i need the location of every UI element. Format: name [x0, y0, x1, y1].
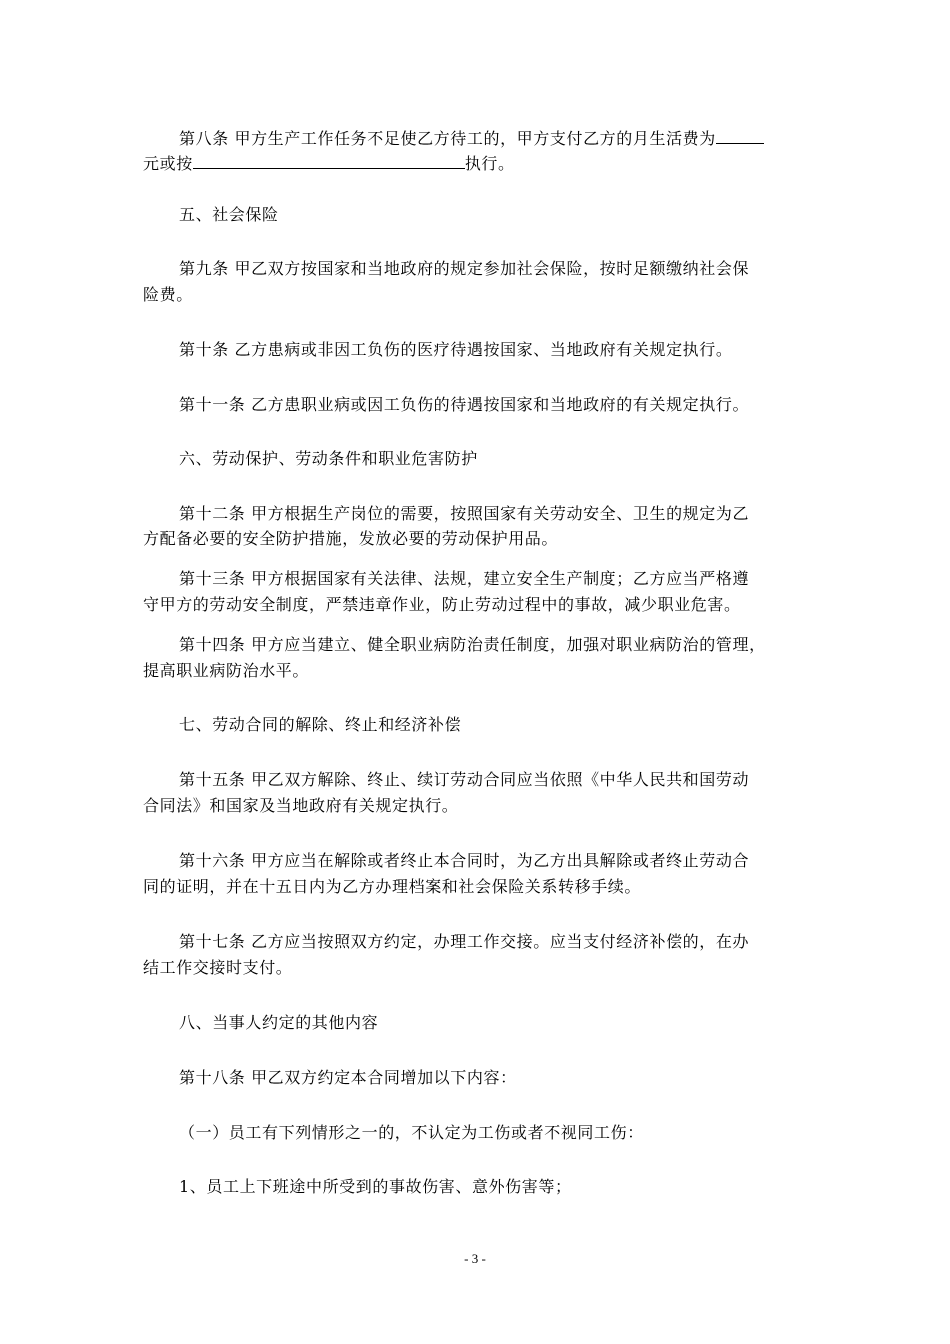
article-11: 第十一条 乙方患职业病或因工负伤的待遇按国家和当地政府的有关规定执行。 [179, 395, 750, 414]
article-9-line-2: 险费。 [143, 285, 193, 304]
article-15-line-2: 合同法》和国家及当地政府有关规定执行。 [143, 796, 459, 815]
section-7-heading: 七、劳动合同的解除、终止和经济补偿 [179, 715, 462, 734]
page-number: - 3 - [464, 1251, 486, 1266]
article-9-line-1: 第九条 甲乙双方按国家和当地政府的规定参加社会保险，按时足额缴纳社会保 [179, 259, 750, 278]
article-12-line-2: 方配备必要的安全防护措施，发放必要的劳动保护用品。 [143, 529, 559, 548]
item-1: 1、员工上下班途中所受到的事故伤害、意外伤害等； [179, 1177, 572, 1196]
section-6-heading: 六、劳动保护、劳动条件和职业危害防护 [179, 449, 478, 468]
section-5-heading: 五、社会保险 [179, 205, 279, 224]
article-12-line-1: 第十二条 甲方根据生产岗位的需要，按照国家有关劳动安全、卫生的规定为乙 [179, 504, 750, 523]
clause-1: （一）员工有下列情形之一的，不认定为工伤或者不视同工伤： [179, 1123, 644, 1142]
article-8-line-1: 第八条 甲方生产工作任务不足使乙方待工的，甲方支付乙方的月生活费为 [179, 127, 764, 149]
article-18: 第十八条 甲乙双方约定本合同增加以下内容： [179, 1068, 517, 1087]
blank-amount [716, 127, 764, 144]
article-17-line-1: 第十七条 乙方应当按照双方约定，办理工作交接。应当支付经济补偿的，在办 [179, 932, 750, 951]
blank-standard [193, 152, 465, 169]
article-13-line-2: 守甲方的劳动安全制度，严禁违章作业，防止劳动过程中的事故，减少职业危害。 [143, 595, 741, 614]
article-16-line-2: 同的证明，并在十五日内为乙方办理档案和社会保险关系转移手续。 [143, 877, 642, 896]
article-16-line-1: 第十六条 甲方应当在解除或者终止本合同时，为乙方出具解除或者终止劳动合 [179, 851, 750, 870]
article-8-line-2: 元或按 执行。 [143, 154, 515, 173]
section-8-heading: 八、当事人约定的其他内容 [179, 1013, 379, 1032]
article-10: 第十条 乙方患病或非因工负伤的医疗待遇按国家、当地政府有关规定执行。 [179, 340, 733, 359]
article-14-line-1: 第十四条 甲方应当建立、健全职业病防治责任制度，加强对职业病防治的管理， [179, 635, 766, 654]
article-14-line-2: 提高职业病防治水平。 [143, 661, 310, 680]
article-13-line-1: 第十三条 甲方根据国家有关法律、法规，建立安全生产制度；乙方应当严格遵 [179, 569, 750, 588]
article-17-line-2: 结工作交接时支付。 [143, 958, 293, 977]
article-15-line-1: 第十五条 甲乙双方解除、终止、续订劳动合同应当依照《中华人民共和国劳动 [179, 770, 750, 789]
